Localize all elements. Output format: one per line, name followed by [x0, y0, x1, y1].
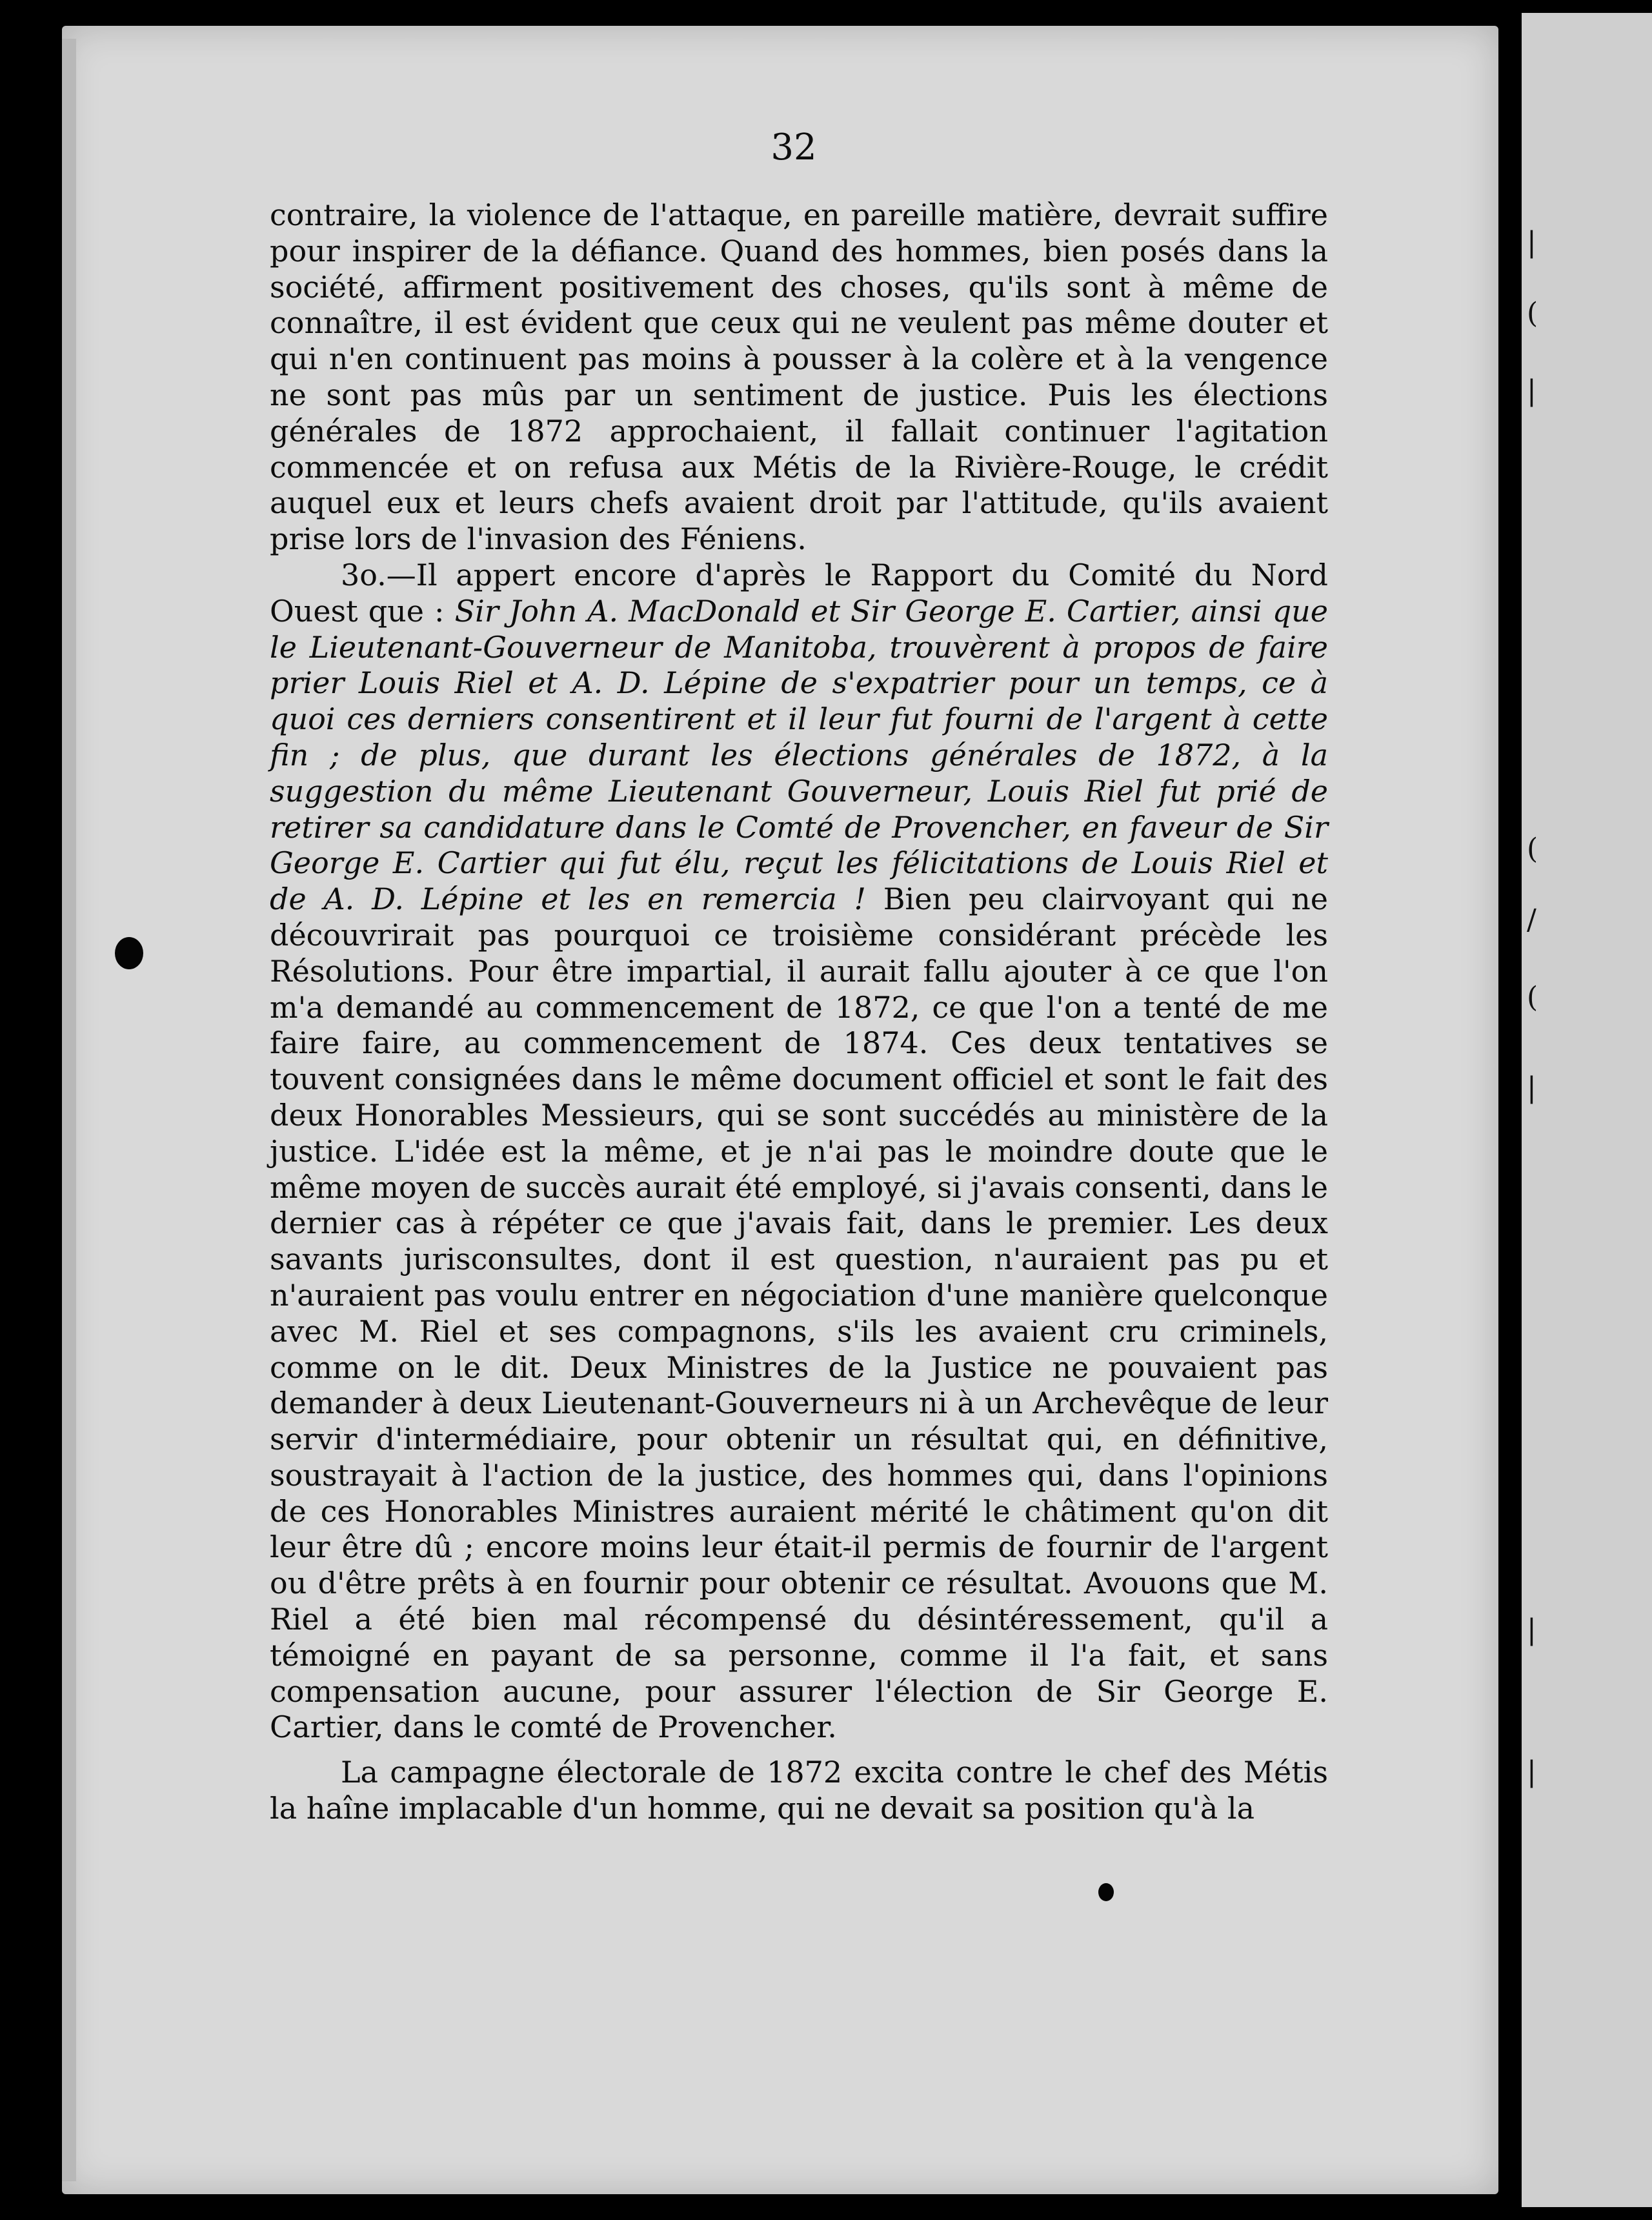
edge-mark: / [1527, 903, 1536, 936]
text-run: contraire, la violence de l'attaque, en pareille matière, devrait suffire pour inspirer de la défiance. Quand des hommes, bien posés dans la société, affirment positivement des choses, qu'ils sont à même de connaître, il est évident que ceux qui ne veulent pas même douter et qui n'en continuent pas moins à pousser à la colère et à la vengence ne sont pas mûs par un sentiment de justice. Puis les élections générales de 1872 approchaient, il fallait continuer l'agitation commencée et on refusa aux Métis de la Rivière-Rouge, le crédit auquel eux et leurs chefs avaient droit par l'attitude, qu'ils avaient prise lors de l'invasion des Féniens. [270, 197, 1328, 557]
edge-mark: | [1527, 374, 1536, 407]
edge-mark: | [1527, 1613, 1536, 1646]
body-text [270, 197, 1328, 1827]
paragraph [270, 197, 1328, 558]
adjacent-page-edge [1522, 13, 1652, 2207]
edge-mark: | [1527, 226, 1536, 259]
ink-speck [1098, 1883, 1114, 1901]
page-number: 32 [771, 126, 817, 168]
italic-quotation: Sir John A. MacDonald et Sir George E. Cartier, ainsi que le Lieutenant-Gouverneur de Manitoba, trouvèrent à propos de faire prier Louis Riel et A. D. Lépine de s'expatrier pour un temps, ce à quoi ces derniers consentirent et il leur fut fourni de l'argent à cette fin ; de plus, que durant les élections générales de 1872, à la suggestion du même Lieutenant Gouverneur, Louis Riel fut prié de retirer sa candidature dans le Comté de Provencher, en faveur de Sir George E. Cartier qui fut élu, reçut les félicitations de Louis Riel et de A. D. Lépine et les en remercia ! [270, 593, 1328, 917]
edge-mark: ( [1527, 832, 1538, 865]
text-run: 3o.—Il appert encore d'après le Rapport du Comité du Nord Ouest que : [270, 557, 1328, 629]
edge-mark: | [1527, 1755, 1536, 1788]
page-gutter-shadow [62, 39, 76, 2181]
paragraph [270, 1755, 1328, 1827]
edge-mark: | [1527, 1071, 1536, 1104]
edge-mark: ( [1527, 981, 1538, 1014]
text-run: Bien peu clairvoyant qui ne découvrirait pas pourquoi ce troisième considérant précède les Résolutions. Pour être impartial, il aurait fallu ajouter à ce que l'on m'a demandé au commencement de 1872, ce que l'on a tenté de me faire faire, au commencement de 1874. Ces deux tentatives se touvent consignées dans le même document officiel et sont le fait des deux Honorables Messieurs, qui se sont succédés au ministère de la justice. L'idée est la même, et je n'ai pas le moindre doute que le même moyen de succès aurait été employé, si j'avais consenti, dans le dernier cas à répéter ce que j'avais fait, dans le premier. Les deux savants jurisconsultes, dont il est question, n'auraient pas pu et n'auraient pas voulu entrer en négociation d'une manière quelconque avec M. Riel et ses compagnons, s'ils les avaient cru criminels, comme on le dit. Deux Ministres de la Justice ne pouvaient pas demander à deux Lieutenant-Gouverneurs ni à un Archevêque de leur servir d'intermédiaire, pour obtenir un résultat qui, en définitive, soustrayait à l'action de la justice, des hommes qui, dans l'opinions de ces Honorables Ministres auraient mérité le châtiment qu'on dit leur être dû ; encore moins leur était-il permis de fournir de l'argent ou d'être prêts à en fournir pour obtenir ce résultat. Avouons que M. Riel a été bien mal récompensé du désintéressement, qu'il a témoigné en payant de sa personne, comme il l'a fait, et sans compensation aucune, pour assurer l'élection de Sir George E. Cartier, dans le comté de Provencher. [270, 882, 1328, 1745]
text-run: La campagne électorale de 1872 excita contre le chef des Métis la haîne implacable d'un homme, qui ne devait sa position qu'à la [270, 1755, 1328, 1826]
punch-hole [115, 937, 143, 969]
edge-mark: ( [1527, 297, 1538, 330]
paragraph [270, 558, 1328, 1746]
